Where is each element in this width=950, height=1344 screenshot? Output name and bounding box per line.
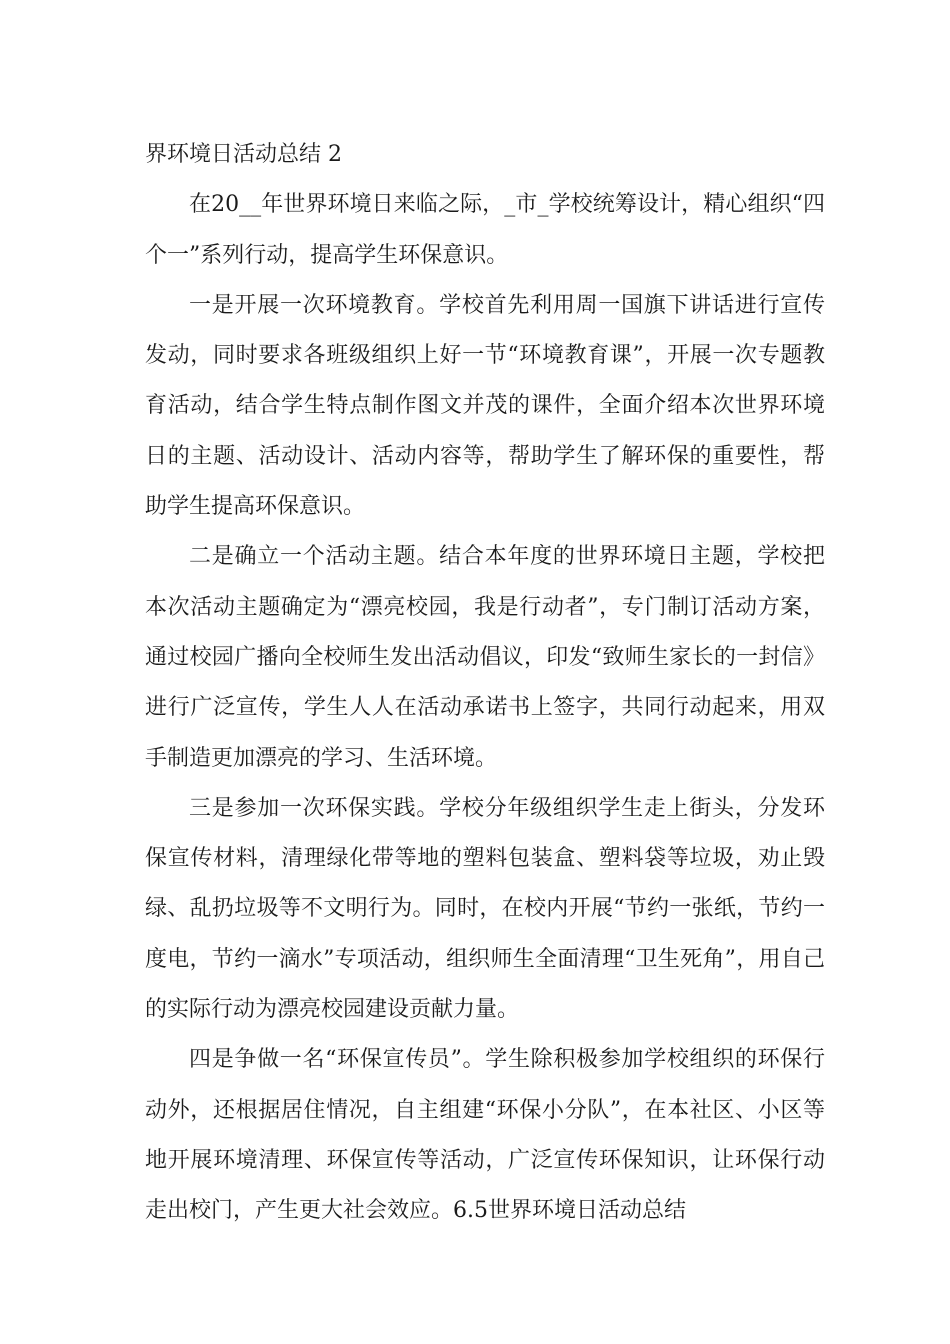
paragraph-activity-theme: 二是确立一个活动主题。结合本年度的世界环境日主题，学校把本次活动主题确定为“漂亮校园，我是行动者”，专门制订活动方案，通过校园广播向全校师生发出活动倡议，印发“致师生家长的一封信》进行广泛宣传，学生人人在活动承诺书上签字，共同行动起来，用双手制造更加漂亮的学习、生活环境。: [145, 544, 825, 771]
paragraph-environmental-promoter: 四是争做一名“环保宣传员”。学生除积极参加学校组织的环保行动外，还根据居住情况，自主组建“环保小分队”，在本社区、小区等地开展环境清理、环保宣传等活动，广泛宣传环保知识，让环保行动走出校门，产生更大社会效应。6.5世界环境日活动总结: [145, 1047, 825, 1224]
document-title: 界环境日活动总结 2: [145, 142, 342, 167]
paragraph-environment-education: 一是开展一次环境教育。学校首先利用周一国旗下讲话进行宣传发动，同时要求各班级组织上好一节“环境教育课”，开展一次专题教育活动，结合学生特点制作图文并茂的课件，全面介绍本次世界环境日的主题、活动设计、活动内容等，帮助学生了解环保的重要性，帮助学生提高环保意识。: [145, 292, 825, 520]
paragraph-intro: 在20__年世界环境日来临之际，_市_学校统筹设计，精心组织“四个一”系列行动，提高学生环保意识。: [145, 192, 825, 268]
document-body: [145, 130, 825, 1237]
paragraph-environmental-practice: 三是参加一次环保实践。学校分年级组织学生走上街头，分发环保宣传材料，清理绿化带等地的塑料包装盒、塑料袋等垃圾，劝止毁绿、乱扔垃圾等不文明行为。同时，在校内开展“节约一张纸，节约一度电，节约一滴水”专项活动，组织师生全面清理“卫生死角”，用自己的实际行动为漂亮校园建设贡献力量。: [145, 795, 825, 1023]
